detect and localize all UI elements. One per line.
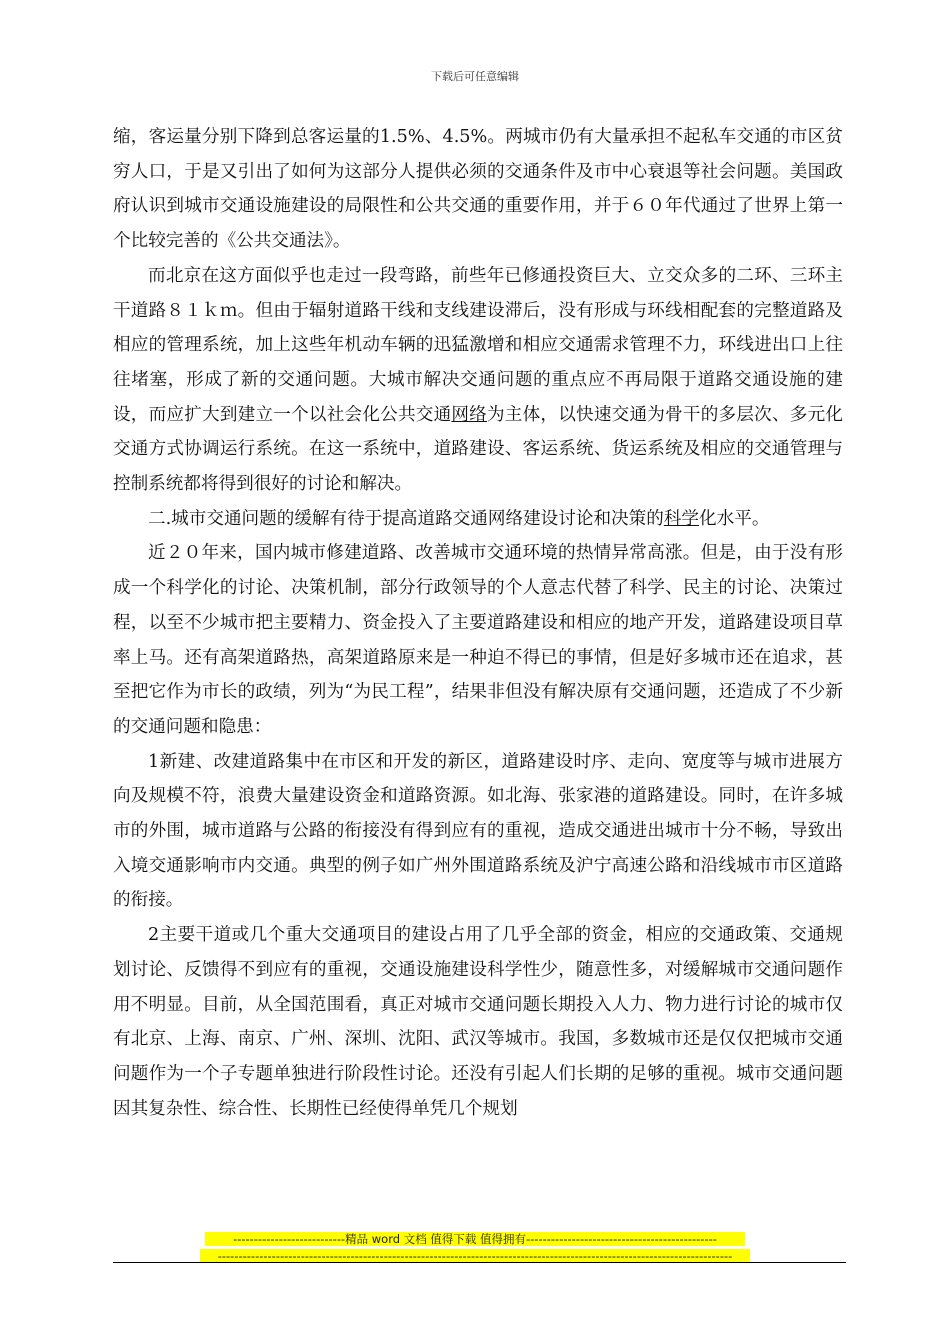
section-heading-text-before: 二.城市交通问题的缓解有待于提高道路交通网络建设讨论和决策的 xyxy=(148,508,664,529)
science-link[interactable]: 科学 xyxy=(663,508,700,529)
network-link[interactable]: 网络 xyxy=(451,404,487,425)
paragraph-beijing-text-after: 为主体，以快速交通为骨干的多层次、多元化交通方式协调运行系统。在这一系统中，道路建设、客运系统、货运系统及相应的交通管理与控制系统都将得到很好的讨论和解决。 xyxy=(113,404,843,495)
paragraph-item-2: 2主要干道或几个重大交通项目的建设占用了几乎全部的资金，相应的交通政策、交通规划讨论、反馈得不到应有的重视，交通设施建设科学性少，随意性多，对缓解城市交通问题作用不明显。目前，从全国范围看，真正对城市交通问题长期投入人力、物力进行讨论的城市仅有北京、上海、南京、广州、深圳、沈阳、武汉等城市。我国，多数城市还是仅仅把城市交通问题作为一个子专题单独进行阶段性讨论。还没有引起人们长期的足够的重视。城市交通问题因其复杂性、综合性、长期性已经使得单凭几个规划 xyxy=(113,925,843,1119)
page-header-note: 下载后可任意编辑 xyxy=(431,70,519,83)
footer-divider xyxy=(113,1262,846,1263)
document-body xyxy=(113,120,843,1126)
paragraph-item-1: 1新建、改建道路集中在市区和开发的新区，道路建设时序、走向、宽度等与城市进展方向及规模不符，浪费大量建设资金和道路资源。如北海、张家港的道路建设。同时，在许多城市的外围，城市道路与公路的衔接没有得到应有的重视，造成交通进出城市十分不畅，导致出入境交通影响市内交通。典型的例子如广州外围道路系统及沪宁高速公路和沿线城市市区道路的衔接。 xyxy=(113,751,843,911)
footer-banner-line-2: ---------------------------------------------------------------------------------------------------------------------------- xyxy=(200,1249,750,1263)
section-heading-two xyxy=(113,502,843,537)
footer-banner xyxy=(0,1232,950,1266)
paragraph-continuation: 缩，客运量分别下降到总客运量的1.5%、4.5%。两城市仍有大量承担不起私车交通的市区贫穷人口，于是又引出了如何为这部分人提供必须的交通条件及市中心衰退等社会问题。美国政府认识到城市交通设施建设的局限性和公共交通的重要作用，并于６０年代通过了世界上第一个比较完善的《公共交通法》。 xyxy=(113,127,843,252)
footer-banner-line-1: ---------------------------精品 word 文档 值得下载 值得拥有---------------------------------------------- xyxy=(205,1232,745,1246)
paragraph-recent-20-years: 近２０年来，国内城市修建道路、改善城市交通环境的热情异常高涨。但是，由于没有形成一个科学化的讨论、决策机制，部分行政领导的个人意志代替了科学、民主的讨论、决策过程，以至不少城市把主要精力、资金投入了主要道路建设和相应的地产开发，道路建设项目草率上马。还有高架道路热，高架道路原来是一种迫不得已的事情，但是好多城市还在追求，甚至把它作为市长的政绩，列为“为民工程”，结果非但没有解决原有交通问题，还造成了不少新的交通问题和隐患： xyxy=(113,543,843,737)
paragraph-beijing xyxy=(113,259,843,502)
paragraph-beijing-text-before: 而北京在这方面似乎也走过一段弯路，前些年已修通投资巨大、立交众多的二环、三环主干道路８１ｋｍ。但由于辐射道路干线和支线建设滞后，没有形成与环线相配套的完整道路及相应的管理系统，加上这些年机动车辆的迅猛激增和相应交通需求管理不力，环线进出口上往往堵塞，形成了新的交通问题。大城市解决交通问题的重点应不再局限于道路交通设施的建设，而应扩大到建立一个以社会化公共交通 xyxy=(113,265,843,425)
section-heading-text-after: 化水平。 xyxy=(699,508,770,529)
